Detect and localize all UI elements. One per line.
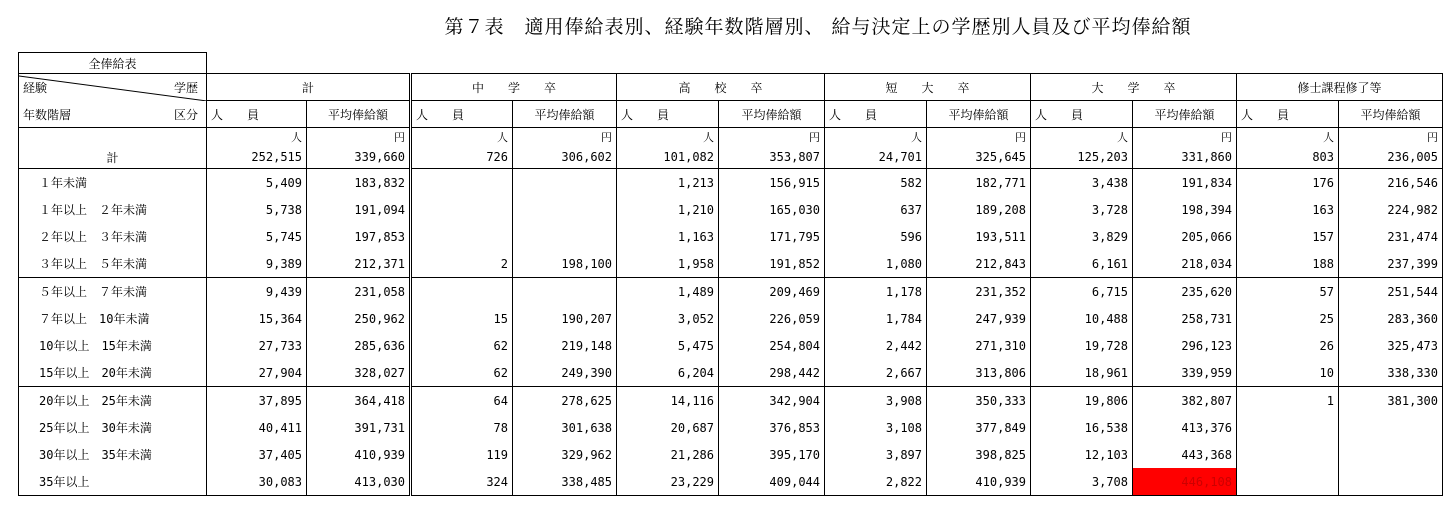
- cell-avg-salary: 410,939: [927, 468, 1031, 496]
- cell-avg-salary: 391,731: [307, 414, 411, 441]
- cell-avg-salary: 325,473: [1339, 332, 1443, 359]
- unit-persons: 人: [207, 128, 307, 147]
- table-label: 全俸給表: [19, 53, 207, 74]
- cell-avg-salary: 209,469: [719, 278, 825, 306]
- cell-persons: [411, 223, 513, 250]
- cell-persons: 582: [825, 169, 927, 197]
- cell-persons: [411, 169, 513, 197]
- subheader-persons: 人 員: [207, 101, 307, 128]
- cell-persons: 12,103: [1031, 441, 1133, 468]
- cell-avg-salary: 376,853: [719, 414, 825, 441]
- cell-avg-salary: 193,511: [927, 223, 1031, 250]
- cell-persons: 1,178: [825, 278, 927, 306]
- cell-persons: 19,806: [1031, 387, 1133, 415]
- cell-persons: 20,687: [617, 414, 719, 441]
- unit-yen: 円: [307, 128, 411, 147]
- unit-persons: 人: [1031, 128, 1133, 147]
- cell-avg-salary: [1339, 414, 1443, 441]
- cell-avg-salary: 218,034: [1133, 250, 1237, 278]
- cell-avg-salary: 350,333: [927, 387, 1031, 415]
- cell-persons: 1,784: [825, 305, 927, 332]
- cell-persons: 9,439: [207, 278, 307, 306]
- row-label: １年未満: [19, 169, 207, 197]
- cell-persons: 10: [1237, 359, 1339, 387]
- cell-avg-salary: 247,939: [927, 305, 1031, 332]
- cell-avg-salary: [513, 196, 617, 223]
- subheader-persons: 人 員: [617, 101, 719, 128]
- cell-avg-salary: 190,207: [513, 305, 617, 332]
- corner-header-bottom: [19, 101, 207, 128]
- row-label: 30年以上 35年未満: [19, 441, 207, 468]
- row-label: ７年以上 10年未満: [19, 305, 207, 332]
- cell-persons: 64: [411, 387, 513, 415]
- cell-persons: [1237, 468, 1339, 496]
- cell-avg-salary: 413,376: [1133, 414, 1237, 441]
- cell-avg-salary: 443,368: [1133, 441, 1237, 468]
- cell-avg-salary: 212,371: [307, 250, 411, 278]
- unit-persons: 人: [411, 128, 513, 147]
- group-header-masters: 修士課程修了等: [1237, 74, 1443, 101]
- cell-avg-salary: 306,602: [513, 146, 617, 169]
- cell-persons: 101,082: [617, 146, 719, 169]
- row-label: ３年以上 ５年未満: [19, 250, 207, 278]
- data-row: [19, 169, 1443, 197]
- data-row: [19, 468, 1443, 496]
- cell-avg-salary: 364,418: [307, 387, 411, 415]
- cell-avg-salary: 236,005: [1339, 146, 1443, 169]
- cell-avg-salary: [513, 169, 617, 197]
- cell-avg-salary: 216,546: [1339, 169, 1443, 197]
- cell-persons: 3,728: [1031, 196, 1133, 223]
- subheader-avg-salary: 平均俸給額: [927, 101, 1031, 128]
- cell-avg-salary: 325,645: [927, 146, 1031, 169]
- cell-avg-salary: 339,959: [1133, 359, 1237, 387]
- cell-persons: 5,409: [207, 169, 307, 197]
- cell-avg-salary: 285,636: [307, 332, 411, 359]
- cell-persons: 726: [411, 146, 513, 169]
- cell-persons: 14,116: [617, 387, 719, 415]
- row-label: 25年以上 30年未満: [19, 414, 207, 441]
- cell-avg-salary: 409,044: [719, 468, 825, 496]
- cell-persons: 3,108: [825, 414, 927, 441]
- cell-avg-salary: 382,807: [1133, 387, 1237, 415]
- group-header-high-school: 高 校 卒: [617, 74, 825, 101]
- cell-avg-salary: 165,030: [719, 196, 825, 223]
- cell-avg-salary: 258,731: [1133, 305, 1237, 332]
- cell-persons: 18,961: [1031, 359, 1133, 387]
- cell-persons: 3,897: [825, 441, 927, 468]
- data-row: [19, 278, 1443, 306]
- unit-yen: 円: [513, 128, 617, 147]
- cell-persons: 2,442: [825, 332, 927, 359]
- data-row: [19, 305, 1443, 332]
- group-header-total: 計: [207, 74, 411, 101]
- cell-avg-salary: 342,904: [719, 387, 825, 415]
- data-row: [19, 359, 1443, 387]
- group-header-junior-high: 中 学 卒: [411, 74, 617, 101]
- cell-avg-salary: 338,485: [513, 468, 617, 496]
- cell-avg-salary: [513, 278, 617, 306]
- cell-avg-salary: 231,474: [1339, 223, 1443, 250]
- corner-experience: 経験: [23, 81, 48, 95]
- cell-persons: 2: [411, 250, 513, 278]
- cell-avg-salary: 231,058: [307, 278, 411, 306]
- cell-avg-salary: 296,123: [1133, 332, 1237, 359]
- cell-avg-salary: 339,660: [307, 146, 411, 169]
- cell-persons: 40,411: [207, 414, 307, 441]
- cell-avg-salary: 235,620: [1133, 278, 1237, 306]
- cell-avg-salary: 237,399: [1339, 250, 1443, 278]
- cell-persons: 3,829: [1031, 223, 1133, 250]
- cell-persons: 163: [1237, 196, 1339, 223]
- subheader-avg-salary: 平均俸給額: [1339, 101, 1443, 128]
- cell-persons: 125,203: [1031, 146, 1133, 169]
- corner-category: 区分: [173, 107, 198, 122]
- unit-persons: 人: [617, 128, 719, 147]
- cell-avg-salary: 271,310: [927, 332, 1031, 359]
- cell-avg-salary: 224,982: [1339, 196, 1443, 223]
- cell-avg-salary: 191,834: [1133, 169, 1237, 197]
- cell-persons: 188: [1237, 250, 1339, 278]
- cell-persons: 6,204: [617, 359, 719, 387]
- cell-avg-salary: 328,027: [307, 359, 411, 387]
- cell-avg-salary: 395,170: [719, 441, 825, 468]
- subheader-persons: 人 員: [1031, 101, 1133, 128]
- cell-persons: 119: [411, 441, 513, 468]
- cell-avg-salary: 182,771: [927, 169, 1031, 197]
- data-row: [19, 223, 1443, 250]
- cell-avg-salary: 183,832: [307, 169, 411, 197]
- cell-avg-salary: [513, 223, 617, 250]
- cell-avg-salary: [1339, 468, 1443, 496]
- cell-avg-salary: 249,390: [513, 359, 617, 387]
- data-row: [19, 441, 1443, 468]
- cell-persons: 5,738: [207, 196, 307, 223]
- cell-persons: 6,715: [1031, 278, 1133, 306]
- cell-avg-salary: 381,300: [1339, 387, 1443, 415]
- cell-persons: 1,163: [617, 223, 719, 250]
- cell-avg-salary: 171,795: [719, 223, 825, 250]
- cell-persons: 3,052: [617, 305, 719, 332]
- corner-years: 年数階層: [23, 107, 72, 122]
- row-label: １年以上 ２年未満: [19, 196, 207, 223]
- cell-avg-salary: 205,066: [1133, 223, 1237, 250]
- row-label: ２年以上 ３年未満: [19, 223, 207, 250]
- subheader-avg-salary: 平均俸給額: [719, 101, 825, 128]
- cell-avg-salary: 278,625: [513, 387, 617, 415]
- unit-persons: 人: [1237, 128, 1339, 147]
- cell-persons: 3,908: [825, 387, 927, 415]
- cell-persons: 1,489: [617, 278, 719, 306]
- cell-avg-salary: 191,852: [719, 250, 825, 278]
- data-row: [19, 250, 1443, 278]
- cell-avg-salary: 398,825: [927, 441, 1031, 468]
- cell-avg-salary: 231,352: [927, 278, 1031, 306]
- subheader-persons: 人 員: [1237, 101, 1339, 128]
- row-label: 10年以上 15年未満: [19, 332, 207, 359]
- row-label: 35年以上: [19, 468, 207, 496]
- cell-avg-salary: 189,208: [927, 196, 1031, 223]
- cell-persons: 1,080: [825, 250, 927, 278]
- cell-persons: 3,438: [1031, 169, 1133, 197]
- cell-persons: [411, 278, 513, 306]
- cell-avg-salary: 331,860: [1133, 146, 1237, 169]
- row-label: 20年以上 25年未満: [19, 387, 207, 415]
- cell-persons: 803: [1237, 146, 1339, 169]
- cell-persons: 26: [1237, 332, 1339, 359]
- data-row: [19, 414, 1443, 441]
- unit-yen: 円: [719, 128, 825, 147]
- cell-persons: 1: [1237, 387, 1339, 415]
- cell-persons: 1,958: [617, 250, 719, 278]
- cell-avg-salary: 254,804: [719, 332, 825, 359]
- cell-persons: 37,405: [207, 441, 307, 468]
- cell-persons: 5,745: [207, 223, 307, 250]
- total-row: [19, 146, 1443, 169]
- unit-yen: 円: [1133, 128, 1237, 147]
- cell-avg-salary: 219,148: [513, 332, 617, 359]
- unit-yen: 円: [927, 128, 1031, 147]
- cell-avg-salary: 377,849: [927, 414, 1031, 441]
- row-label: 計: [19, 146, 207, 169]
- cell-persons: 30,083: [207, 468, 307, 496]
- salary-table: [18, 52, 1443, 496]
- cell-persons: 6,161: [1031, 250, 1133, 278]
- cell-avg-salary: 251,544: [1339, 278, 1443, 306]
- subheader-avg-salary: 平均俸給額: [1133, 101, 1237, 128]
- cell-avg-salary: 313,806: [927, 359, 1031, 387]
- cell-persons: 19,728: [1031, 332, 1133, 359]
- cell-avg-salary: 198,100: [513, 250, 617, 278]
- cell-persons: 10,488: [1031, 305, 1133, 332]
- cell-avg-salary: 301,638: [513, 414, 617, 441]
- row-label: ５年以上 ７年未満: [19, 278, 207, 306]
- cell-persons: 324: [411, 468, 513, 496]
- subheader-avg-salary: 平均俸給額: [513, 101, 617, 128]
- cell-persons: 62: [411, 359, 513, 387]
- cell-persons: 37,895: [207, 387, 307, 415]
- cell-persons: 596: [825, 223, 927, 250]
- cell-avg-salary: 353,807: [719, 146, 825, 169]
- cell-avg-salary: 226,059: [719, 305, 825, 332]
- cell-avg-salary: 329,962: [513, 441, 617, 468]
- unit-persons: 人: [825, 128, 927, 147]
- subheader-persons: 人 員: [411, 101, 513, 128]
- unit-yen: 円: [1339, 128, 1443, 147]
- units-row: [19, 128, 1443, 147]
- cell-persons: 27,904: [207, 359, 307, 387]
- cell-avg-salary: 298,442: [719, 359, 825, 387]
- cell-avg-salary: 156,915: [719, 169, 825, 197]
- cell-persons: 15,364: [207, 305, 307, 332]
- data-row: [19, 196, 1443, 223]
- group-header-junior-college: 短 大 卒: [825, 74, 1031, 101]
- cell-persons: 25: [1237, 305, 1339, 332]
- cell-persons: 1,213: [617, 169, 719, 197]
- cell-avg-salary: 198,394: [1133, 196, 1237, 223]
- subheader-avg-salary: 平均俸給額: [307, 101, 411, 128]
- cell-avg-salary: 191,094: [307, 196, 411, 223]
- cell-persons: 24,701: [825, 146, 927, 169]
- row-label: 15年以上 20年未満: [19, 359, 207, 387]
- cell-persons: 21,286: [617, 441, 719, 468]
- cell-persons: [411, 196, 513, 223]
- cell-persons: [1237, 441, 1339, 468]
- cell-persons: 1,210: [617, 196, 719, 223]
- cell-persons: 3,708: [1031, 468, 1133, 496]
- cell-avg-salary-highlighted: 446,108: [1133, 468, 1237, 496]
- cell-avg-salary: 338,330: [1339, 359, 1443, 387]
- cell-persons: 2,822: [825, 468, 927, 496]
- data-row: [19, 387, 1443, 415]
- corner-header-top: [19, 74, 207, 101]
- cell-persons: 78: [411, 414, 513, 441]
- table-title: 第７表 適用俸給表別、経験年数階層別、 給与決定上の学歴別人員及び平均俸給額: [444, 16, 1192, 38]
- cell-persons: 2,667: [825, 359, 927, 387]
- cell-persons: [1237, 414, 1339, 441]
- cell-avg-salary: 250,962: [307, 305, 411, 332]
- cell-persons: 23,229: [617, 468, 719, 496]
- cell-persons: 16,538: [1031, 414, 1133, 441]
- cell-avg-salary: 283,360: [1339, 305, 1443, 332]
- cell-avg-salary: 410,939: [307, 441, 411, 468]
- cell-avg-salary: 413,030: [307, 468, 411, 496]
- subheader-persons: 人 員: [825, 101, 927, 128]
- cell-avg-salary: 212,843: [927, 250, 1031, 278]
- cell-persons: 5,475: [617, 332, 719, 359]
- cell-persons: 252,515: [207, 146, 307, 169]
- cell-persons: 27,733: [207, 332, 307, 359]
- cell-persons: 176: [1237, 169, 1339, 197]
- cell-avg-salary: 197,853: [307, 223, 411, 250]
- data-row: [19, 332, 1443, 359]
- cell-persons: 637: [825, 196, 927, 223]
- cell-persons: 62: [411, 332, 513, 359]
- cell-avg-salary: [1339, 441, 1443, 468]
- group-header-university: 大 学 卒: [1031, 74, 1237, 101]
- corner-education: 学歴: [173, 81, 198, 95]
- cell-persons: 15: [411, 305, 513, 332]
- cell-persons: 157: [1237, 223, 1339, 250]
- cell-persons: 57: [1237, 278, 1339, 306]
- cell-persons: 9,389: [207, 250, 307, 278]
